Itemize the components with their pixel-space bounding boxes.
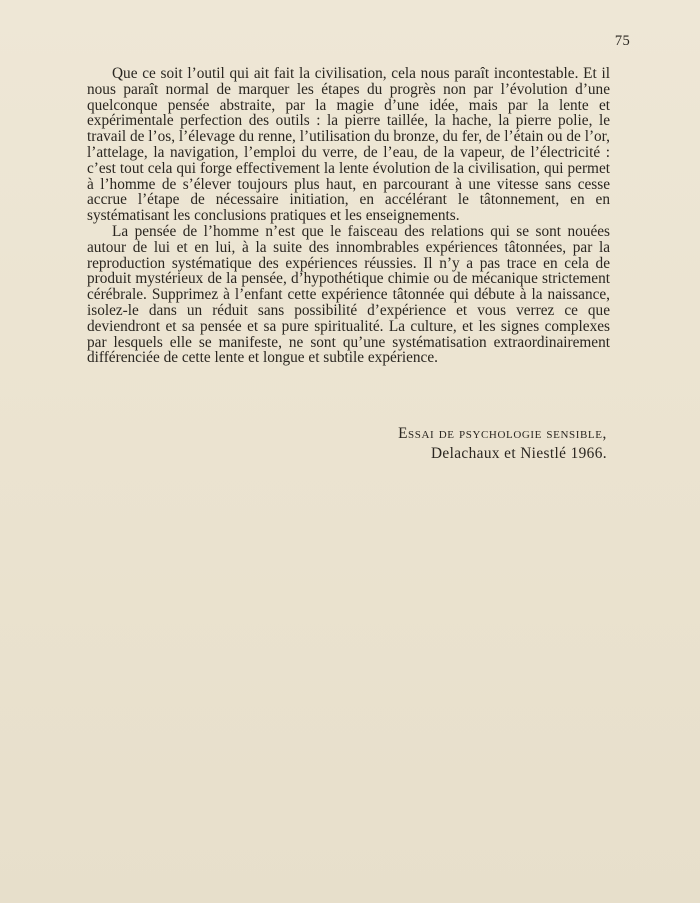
- paragraph-tools-civilisation: Que ce soit l’outil qui ait fait la civilisation, cela nous paraît incontestable. Et il nous paraît normal de marquer les étapes du progrès non par l’évolution d’une quelconque pensée abstraite, par la magie d’une idée, mais par la lente et expérimentale perfection des outils : la pierre taillée, la hache, la pierre polie, le travail de l’os, l’élevage du renne, l’utilisation du bronze, du fer, de l’étain ou de l’or, l’attelage, la navigation, l’emploi du verre, de l’eau, de la vapeur, de l’électricité : c’est tout cela qui forge effectivement la lente évolution de la civilisation, qui permet à l’homme de s’élever toujours plus haut, en parcourant à une vitesse sans cesse accrue l’étape de nécessaire initiation, en accélérant le tâtonnement, en en systématisant les conclusions pratiques et les enseignements.: [87, 65, 610, 225]
- citation-publisher: Delachaux et Niestlé 1966.: [430, 445, 607, 462]
- paragraph-human-thought: La pensée de l’homme n’est que le faisceau des relations qui se sont nouées autour de lui et en lui, à la suite des innombrables expériences tâtonnées, par la reproduction systématique des expériences réussies. Il n’y a pas trace en cela de produit mystérieux de la pensée, d’hypothétique chimie ou de mécanique strictement cérébrale. Supprimez à l’enfant cette expérience tâtonnée qui débute à la naissance, isolez-le dans un réduit sans possibilité d’expérience et vous verrez ce que deviendront et sa pensée et sa pure spiritualité. La culture, et les signes complexes par lesquels elle se manifeste, ne sont qu’une systématisation extraordinairement différenciée de cette lente et longue et subtile expérience.: [87, 222, 610, 367]
- citation-title: Essai de psychologie sensible,: [398, 425, 607, 442]
- page-number: 75: [614, 33, 630, 49]
- body-text: [87, 66, 610, 366]
